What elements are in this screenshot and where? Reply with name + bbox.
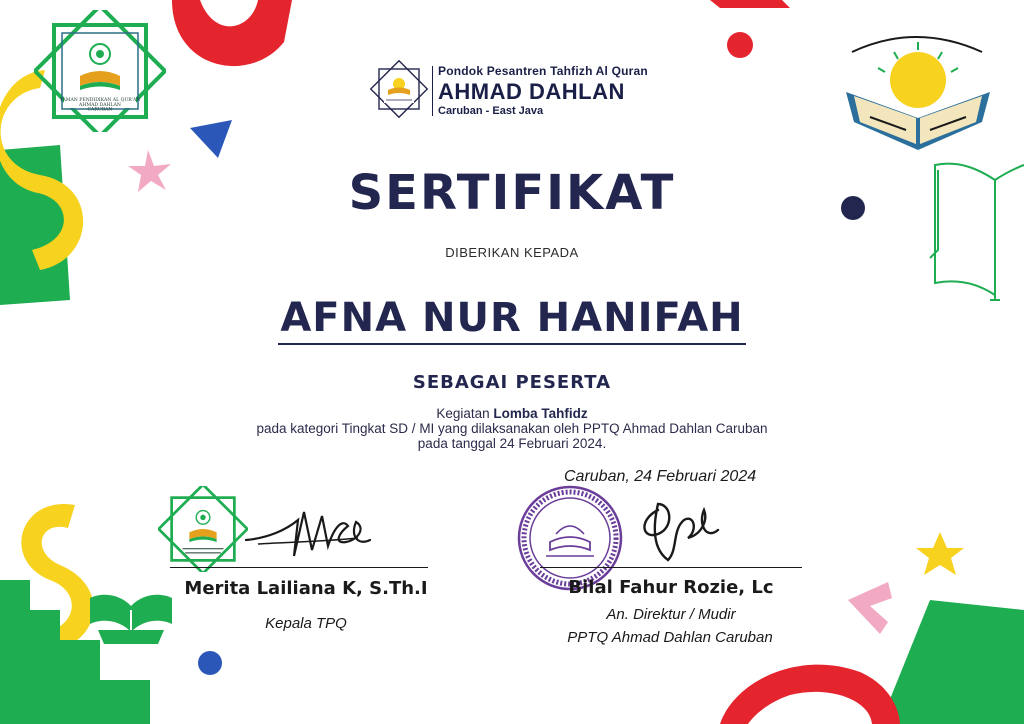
red-arc-top (172, 0, 292, 66)
tpq-logo (34, 10, 166, 132)
header-org-line1: Pondok Pesantren Tahfizh Al Quran (438, 64, 648, 78)
signature-left (238, 498, 378, 568)
signature-line-right (540, 567, 802, 568)
header-org-location: Caruban - East Java (438, 105, 544, 117)
header-divider (432, 66, 433, 116)
description-line1 (0, 406, 1024, 421)
header-org-name: AHMAD DAHLAN (438, 79, 625, 104)
recipient-name-wrap (0, 295, 1024, 341)
signature-line-left (170, 567, 428, 568)
blue-dot (198, 651, 222, 675)
tpq-stamp-logo (158, 486, 248, 572)
quran-book-icon (88, 584, 174, 644)
signatory-right-institution: PPTQ Ahmad Dahlan Caruban (567, 629, 773, 646)
pptq-stamp (516, 484, 624, 592)
blue-triangle (190, 120, 232, 158)
description-event: Lomba Tahfidz (493, 406, 588, 421)
certificate-description (0, 406, 1024, 451)
arabic-quran-logo (832, 22, 1000, 152)
signatory-left-name: Merita Lailiana K, S.Th.I (184, 578, 428, 599)
description-prefix: Kegiatan (436, 406, 494, 421)
pink-chevron (848, 582, 892, 634)
recipient-name: AFNA NUR HANIFAH (278, 295, 745, 345)
certificate-title: SERTIFIKAT (348, 165, 676, 221)
red-dot (727, 32, 753, 58)
red-arc-bottom-right (720, 665, 900, 724)
red-sliver-top-right (710, 0, 790, 8)
yellow-star (916, 532, 964, 575)
green-block-bottom-right (880, 600, 1024, 724)
certificate-subtitle: DIBERIKAN KEPADA (445, 245, 579, 260)
signatory-right-title: An. Direktur / Mudir (606, 606, 736, 623)
signature-right (628, 490, 728, 570)
header-org (438, 64, 648, 117)
description-line3: pada tanggal 24 Februari 2024. (417, 436, 607, 451)
tpq-logo-text: TAMAN PENDIDIKAN AL QUR'AN AHMAD DAHLAN CARUBAN (59, 98, 141, 113)
signatory-right-name: Bilal Fahur Rozie, Lc (568, 577, 774, 598)
signatory-left-title: Kepala TPQ (265, 615, 347, 632)
pptq-header-logo (370, 60, 428, 118)
place-date: Caruban, 24 Februari 2024 (564, 468, 757, 485)
description-line2: pada kategori Tingkat SD / MI yang dilaksanakan oleh PPTQ Ahmad Dahlan Caruban (256, 421, 768, 436)
participant-role: SEBAGAI PESERTA (412, 372, 612, 393)
